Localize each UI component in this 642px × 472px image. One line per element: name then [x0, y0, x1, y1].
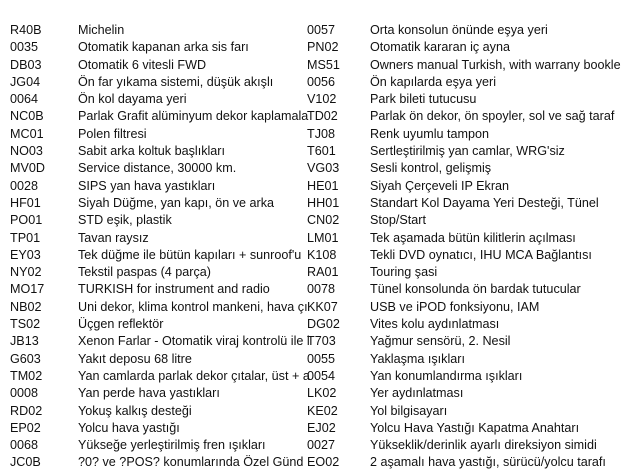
option-description: Yan camlarda parlak dekor çıtalar, üst + a	[78, 368, 310, 383]
option-row	[10, 178, 310, 195]
option-code: MO17	[10, 282, 45, 297]
option-code: EP02	[10, 420, 41, 435]
option-row	[10, 230, 310, 247]
option-description: Xenon Farlar - Otomatik viraj kontrolü ile l	[78, 334, 310, 349]
option-code: DB03	[10, 57, 42, 72]
option-row	[307, 454, 642, 471]
option-row	[10, 160, 310, 177]
option-row	[307, 39, 642, 56]
option-description: Service distance, 30000 km.	[78, 161, 237, 176]
option-row	[10, 385, 310, 402]
option-description: Yükseklik/derinlik ayarlı direksiyon simidi	[370, 438, 597, 453]
option-row	[10, 195, 310, 212]
option-description: Yükseğe yerleştirilmiş fren ışıkları	[78, 438, 266, 453]
option-description: Yağmur sensörü, 2. Nesil	[370, 334, 511, 349]
option-row	[10, 299, 310, 316]
option-row	[10, 316, 310, 333]
option-row	[307, 299, 642, 316]
option-code: T703	[307, 334, 336, 349]
option-row	[10, 437, 310, 454]
option-code: 0064	[10, 92, 39, 107]
option-code: EY03	[10, 247, 41, 262]
option-row	[10, 57, 310, 74]
option-code: 0028	[10, 178, 39, 193]
option-description: Tekstil paspas (4 parça)	[78, 265, 211, 280]
right-options-column	[307, 22, 642, 472]
option-row	[10, 74, 310, 91]
option-code: NB02	[10, 299, 42, 314]
option-row	[307, 178, 642, 195]
option-row	[10, 454, 310, 471]
option-description: Otomatik 6 vitesli FWD	[78, 57, 207, 72]
option-code: MS51	[307, 57, 340, 72]
option-row	[10, 333, 310, 350]
option-code: MC01	[10, 126, 44, 141]
option-description: Touring şasi	[370, 265, 438, 280]
option-code: RA01	[307, 265, 339, 280]
option-description: Stop/Start	[370, 213, 427, 228]
option-row	[10, 264, 310, 281]
option-description: Sertleştirilmiş yan camlar, WRG'siz	[370, 144, 565, 159]
option-code: PN02	[307, 40, 339, 55]
option-row	[307, 230, 642, 247]
option-description: STD eşik, plastik	[78, 213, 172, 228]
option-code: 0068	[10, 438, 39, 453]
option-description: Tünel konsolunda ön bardak tutucular	[370, 282, 581, 297]
option-row	[10, 212, 310, 229]
option-description: Renk uyumlu tampon	[370, 126, 490, 141]
option-description: Yaklaşma ışıkları	[370, 351, 465, 366]
option-row	[307, 212, 642, 229]
option-code: JB13	[10, 334, 39, 349]
option-description: TURKISH for instrument and radio	[78, 282, 270, 297]
option-row	[10, 351, 310, 368]
option-code: DG02	[307, 317, 340, 332]
option-code: HH01	[307, 195, 340, 210]
option-row	[307, 126, 642, 143]
option-description: Park bileti tutucusu	[370, 92, 477, 107]
option-row	[307, 385, 642, 402]
option-description: Sabit arka koltuk başlıkları	[78, 144, 225, 159]
option-row	[10, 368, 310, 385]
option-description: Owners manual Turkish, with warrany bookle	[370, 57, 621, 72]
option-code: NO03	[10, 144, 43, 159]
option-row	[307, 143, 642, 160]
option-row	[307, 160, 642, 177]
option-row	[307, 281, 642, 298]
option-description: Yan konumlandırma ışıkları	[370, 368, 523, 383]
option-description: Yakıt deposu 68 litre	[78, 351, 192, 366]
option-code: 0056	[307, 74, 336, 89]
option-row	[10, 22, 310, 39]
option-description: Vites kolu aydınlatması	[370, 317, 500, 332]
option-code: LM01	[307, 230, 339, 245]
option-row	[10, 126, 310, 143]
option-description: Sesli kontrol, gelişmiş	[370, 161, 492, 176]
option-description: Yolcu hava yastığı	[78, 420, 180, 435]
option-row	[307, 403, 642, 420]
option-description: Parlak Grafit alüminyum dekor kaplamala	[78, 109, 309, 124]
option-row	[307, 437, 642, 454]
option-description: Tek düğme ile bütün kapıları + sunroof'u	[78, 247, 302, 262]
option-description: Yer aydınlatması	[370, 386, 464, 401]
option-row	[307, 351, 642, 368]
option-code: R40B	[10, 23, 42, 37]
option-row	[10, 91, 310, 108]
option-code: KE02	[307, 403, 338, 418]
option-code: 0055	[307, 351, 336, 366]
option-code: V102	[307, 92, 337, 107]
option-description: USB ve iPOD fonksiyonu, IAM	[370, 299, 540, 314]
option-code: HE01	[307, 178, 339, 193]
option-code: TD02	[307, 109, 338, 124]
option-row	[10, 108, 310, 125]
option-code: MV0D	[10, 161, 45, 176]
option-code: PO01	[10, 213, 43, 228]
option-code: G603	[10, 351, 41, 366]
option-row	[307, 316, 642, 333]
option-code: NY02	[10, 265, 42, 280]
option-code: JC0B	[10, 455, 41, 470]
option-code: T601	[307, 144, 336, 159]
option-description: Tekli DVD oynatıcı, IHU MCA Bağlantısı	[370, 247, 592, 262]
option-row	[307, 333, 642, 350]
option-description: Michelin	[78, 23, 125, 37]
option-description: Orta konsolun önünde eşya yeri	[370, 23, 548, 37]
option-code: TJ08	[307, 126, 335, 141]
option-code: CN02	[307, 213, 340, 228]
option-code: RD02	[10, 403, 43, 418]
option-description: Üçgen reflektör	[78, 317, 164, 332]
option-code: KK07	[307, 299, 338, 314]
option-row	[307, 91, 642, 108]
option-row	[10, 247, 310, 264]
option-description: Polen filtresi	[78, 126, 147, 141]
option-code: TP01	[10, 230, 41, 245]
option-code: HF01	[10, 195, 41, 210]
option-code: 0027	[307, 438, 336, 453]
option-row	[307, 368, 642, 385]
option-row	[307, 108, 642, 125]
option-code: EO02	[307, 455, 340, 470]
option-description: SIPS yan hava yastıkları	[78, 178, 216, 193]
option-code: 0078	[307, 282, 336, 297]
option-description: Tavan raysız	[78, 230, 149, 245]
option-description: Yol bilgisayarı	[370, 403, 448, 418]
option-code: 0008	[10, 386, 39, 401]
option-row	[307, 420, 642, 437]
option-row	[10, 403, 310, 420]
option-code: 0035	[10, 40, 39, 55]
option-description: 2 aşamalı hava yastığı, sürücü/yolcu tarafı	[370, 455, 606, 470]
option-description: Ön kapılarda eşya yeri	[370, 74, 496, 89]
option-code: NC0B	[10, 109, 44, 124]
option-code: VG03	[307, 161, 340, 176]
option-description: ?0? ve ?POS? konumlarında Özel Günd	[78, 455, 304, 470]
option-code: 0054	[307, 368, 336, 383]
option-code: EJ02	[307, 420, 336, 435]
option-description: Siyah Düğme, yan kapı, ön ve arka	[78, 195, 275, 210]
option-code: LK02	[307, 386, 337, 401]
option-description: Yokuş kalkış desteği	[78, 403, 192, 418]
option-description: Uni dekor, klima kontrol mankeni, hava çı	[78, 299, 308, 314]
option-row	[10, 281, 310, 298]
option-row	[307, 247, 642, 264]
left-options-column	[10, 22, 310, 472]
option-row	[307, 264, 642, 281]
option-row	[10, 143, 310, 160]
option-code: TM02	[10, 368, 43, 383]
option-description: Siyah Çerçeveli IP Ekran	[370, 178, 510, 193]
option-row	[307, 57, 642, 74]
option-code: JG04	[10, 74, 41, 89]
option-code: K108	[307, 247, 337, 262]
option-description: Otomatik kapanan arka sis farı	[78, 40, 249, 55]
option-description: Ön kol dayama yeri	[78, 92, 187, 107]
option-description: Parlak ön dekor, ön spoyler, sol ve sağ taraf	[370, 109, 615, 124]
option-code: TS02	[10, 317, 41, 332]
option-row	[307, 22, 642, 39]
option-description: Tek aşamada bütün kilitlerin açılması	[370, 230, 576, 245]
option-row	[10, 39, 310, 56]
option-row	[10, 420, 310, 437]
option-description: Otomatik kararan iç ayna	[370, 40, 510, 55]
option-description: Yolcu Hava Yastığı Kapatma Anahtarı	[370, 420, 580, 435]
option-row	[307, 195, 642, 212]
option-description: Ön far yıkama sistemi, düşük akışlı	[78, 74, 274, 89]
option-code: 0057	[307, 23, 336, 37]
option-description: Yan perde hava yastıkları	[78, 386, 220, 401]
option-row	[307, 74, 642, 91]
option-description: Standart Kol Dayama Yeri Desteği, Tünel	[370, 195, 599, 210]
